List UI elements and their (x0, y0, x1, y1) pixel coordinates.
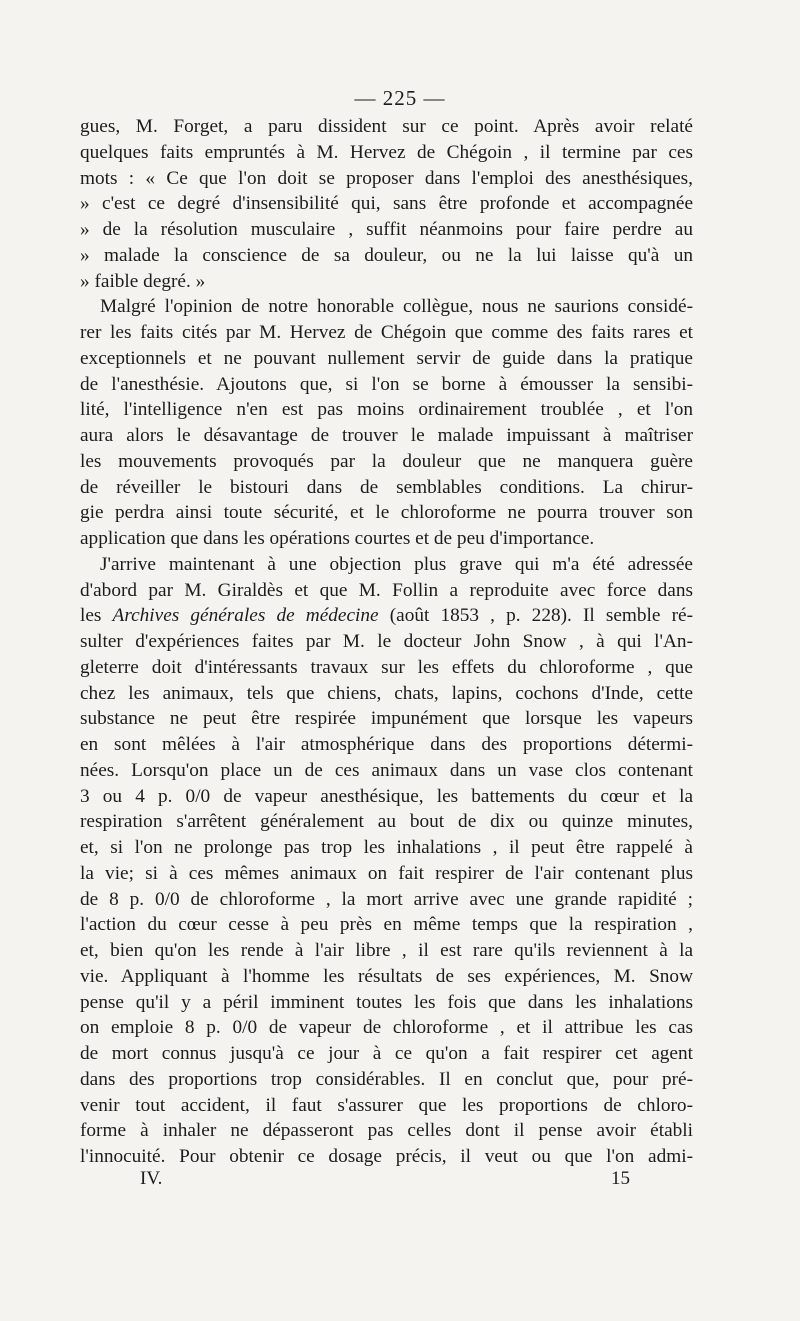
text-line: » c'est ce degré d'insensibilité qui, sans être profonde et accompagnée (80, 193, 693, 215)
text-line: de 8 p. 0/0 de chloroforme , la mort arrive avec une grande rapidité ; (80, 888, 693, 910)
text-line: les mouvements provoqués par la douleur que ne manquera guère (80, 450, 693, 472)
text-line: de mort connus jusqu'à ce jour à ce qu'on a fait respirer cet agent (80, 1043, 693, 1064)
text-line: venir tout accident, il faut s'assurer que les proportions de chloro- (80, 1094, 693, 1116)
text-line: » de la résolution musculaire , suffit néanmoins pour faire perdre au (80, 219, 693, 240)
text-line: nées. Lorsqu'on place un de ces animaux dans un vase clos contenant (80, 759, 693, 781)
text-line: » faible degré. » (80, 270, 206, 292)
page-number: — 225 — (354, 86, 446, 110)
text-line: la vie; si à ces mêmes animaux on fait respirer de l'air contenant plus (80, 862, 693, 884)
text-line: Malgré l'opinion de notre honorable collègue, nous ne saurions considé- (100, 296, 693, 318)
text-line: gie perdra ainsi toute sécurité, et le chloroforme ne pourra trouver son (80, 502, 693, 524)
text-line: pense qu'il y a péril imminent toutes les fois que dans les inhalations (80, 991, 693, 1013)
text-line: respiration s'arrêtent généralement au bout de dix ou quinze minutes, (80, 811, 693, 833)
text-line: de l'anesthésie. Ajoutons que, si l'on se borne à émousser la sensibi- (80, 373, 693, 395)
text-line: 3 ou 4 p. 0/0 de vapeur anesthésique, les battements du cœur et la (80, 785, 693, 807)
text-line: gleterre doit d'intéressants travaux sur les effets du chloroforme , que (80, 656, 693, 678)
text-line: en sont mêlées à l'air atmosphérique dans des proportions détermi- (80, 734, 693, 755)
text-line: l'action du cœur cesse à peu près en même temps que la respiration , (80, 914, 693, 936)
page-footer (140, 1168, 630, 1190)
text-fragment: (août 1853 , p. 228). Il semble ré- (378, 605, 693, 627)
text-fragment: les (80, 605, 113, 627)
text-line: mots : « Ce que l'on doit se proposer dans l'emploi des anesthésiques, (80, 167, 693, 189)
sheet-number: 15 (611, 1168, 630, 1189)
text-line: lité, l'intelligence n'en est pas moins ordinairement troublée , et l'on (80, 399, 693, 421)
text-line: » malade la conscience de sa douleur, ou ne la lui laisse qu'à un (80, 244, 693, 266)
text-line: l'innocuité. Pour obtenir ce dosage précis, il veut ou que l'on admi- (80, 1146, 693, 1167)
text-line: forme à inhaler ne dépasseront pas celles dont il pense avoir établi (80, 1120, 693, 1142)
text-line: d'abord par M. Giraldès et que M. Follin a reproduite avec force dans (80, 579, 693, 601)
text-line: vie. Appliquant à l'homme les résultats de ses expériences, M. Snow (80, 965, 693, 987)
text-line: J'arrive maintenant à une objection plus grave qui m'a été adressée (100, 553, 693, 575)
text-line: substance ne peut être respirée impunément que lorsque les vapeurs (80, 708, 693, 730)
text-line: de réveiller le bistouri dans de semblables conditions. La chirur- (80, 476, 693, 498)
text-line-with-title (80, 603, 693, 629)
text-line: quelques faits empruntés à M. Hervez de Chégoin , il termine par ces (80, 141, 693, 163)
text-line: et, bien qu'on les rende à l'air libre , il est rare qu'ils reviennent à la (80, 940, 693, 961)
text-line: sulter d'expériences faites par M. le docteur John Snow , à qui l'An- (80, 631, 693, 652)
journal-title: Archives générales de médecine (112, 605, 379, 627)
body-text (80, 114, 693, 1170)
signature-mark: IV. (140, 1168, 163, 1189)
text-line: dans des proportions trop considérables. Il en conclut que, pour pré- (80, 1068, 693, 1090)
text-line: aura alors le désavantage de trouver le malade impuissant à maîtriser (80, 425, 693, 446)
text-line: rer les faits cités par M. Hervez de Chégoin que comme des faits rares et (80, 322, 693, 343)
text-line: exceptionnels et ne pouvant nullement servir de guide dans la pratique (80, 347, 693, 369)
text-line: et, si l'on ne prolonge pas trop les inhalations , il peut être rappelé à (80, 837, 693, 858)
text-line: on emploie 8 p. 0/0 de vapeur de chloroforme , et il attribue les cas (80, 1017, 693, 1039)
text-line: chez les animaux, tels que chiens, chats, lapins, cochons d'Inde, cette (80, 682, 693, 704)
text-line: gues, M. Forget, a paru dissident sur ce point. Après avoir relaté (80, 116, 693, 137)
text-line: application que dans les opérations courtes et de peu d'importance. (80, 528, 595, 549)
